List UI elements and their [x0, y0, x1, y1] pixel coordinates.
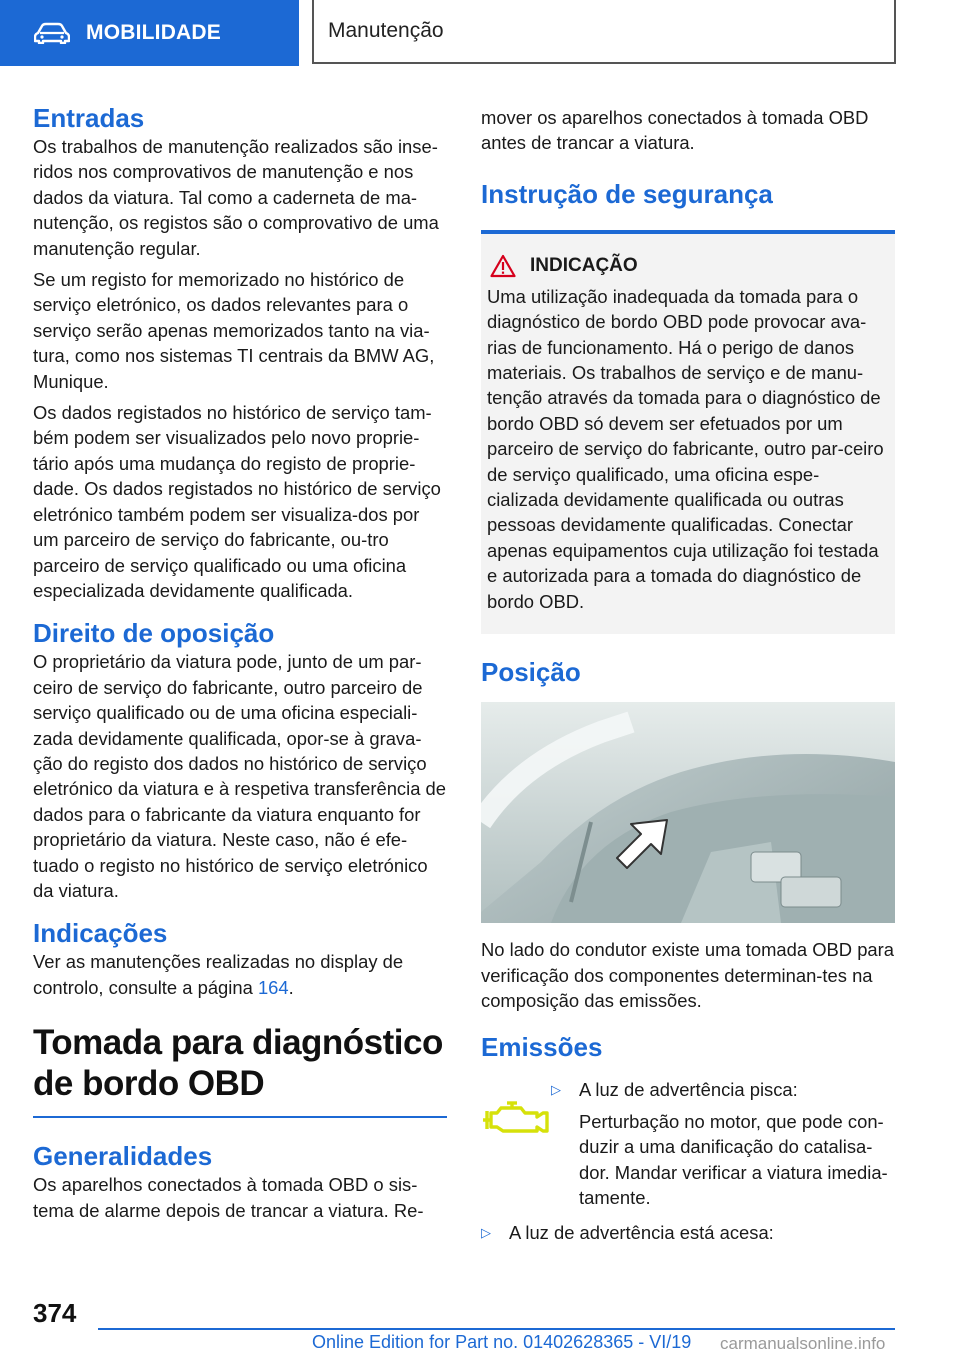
entradas-paragraph-3: Os dados registados no histórico de serviço tam-bém podem ser visualizados pelo novo proprie-tário após uma mudança do registo de proprie-dade. Os dados registados no histórico de serviço eletrónico também podem ser visualiza-dos por um parceiro de serviço do fabricante, ou-tro parceiro de serviço qualificado ou uma oficina especializada devidamente qualificada. — [33, 402, 441, 601]
triangle-right-icon: ▷ — [551, 1082, 561, 1098]
heading-instrucao-de-seguranca: Instrução de segurança — [481, 178, 773, 209]
emissions-bullet-1-detail — [551, 1109, 895, 1211]
indicacoes-text: Ver as manutenções realizadas no display de controlo, consulte a página — [33, 951, 404, 998]
emissions-bullet-2 — [481, 1220, 895, 1245]
heading-direito-de-oposicao: Direito de oposição — [33, 618, 275, 649]
direito-paragraph: O proprietário da viatura pode, junto de um par-ceiro de serviço do fabricante, outro parceiro de serviço qualificado ou de uma oficina especiali-zada devidamente qualificada, opor-se à grava-ção do registo dos dados no histórico de serviço eletrónico da viatura e à respetiva transferência de dados para o fabricante da viatura enquanto for proprietário da viatura. Neste caso, não é efe-tuado o registo no histórico de serviço eletrónico da viatura. — [33, 651, 447, 901]
chapter-heading-obd: Tomada para diagnóstico de bordo OBD — [33, 1023, 443, 1104]
warning-box — [481, 230, 895, 634]
check-engine-icon — [481, 1099, 551, 1139]
heading-generalidades: Generalidades — [33, 1141, 213, 1172]
warning-triangle-icon — [490, 254, 516, 278]
continued-paragraph: mover os aparelhos conectados à tomada OBD antes de trancar a viatura. — [481, 107, 869, 154]
left-column — [33, 96, 447, 1229]
warning-label: INDICAÇÃO — [530, 254, 638, 276]
entradas-paragraph-2: Se um registo for memorizado no histórico de serviço eletrónico, os dados relevantes para o serviço serão apenas memorizados tanto na via-tura, como nos sistemas TI centrais da BMW AG, Munique. — [33, 269, 435, 392]
emissions-bullet-1 — [551, 1077, 895, 1102]
footer-rule — [98, 1328, 895, 1330]
heading-posicao: Posição — [481, 657, 581, 688]
entradas-paragraph-1: Os trabalhos de manutenção realizados são inse-ridos nos comprovativos de manutenção e nos dados da viatura. Tal como a caderneta de ma-nutenção, os registos são o comprovativo de uma manutenção regular. — [33, 136, 439, 259]
section-tab — [0, 0, 299, 66]
heading-indicacoes: Indicações — [33, 918, 168, 949]
indicacoes-suffix: . — [288, 976, 294, 998]
right-column — [481, 105, 895, 1246]
section-label: MOBILIDADE — [86, 21, 221, 44]
triangle-right-icon: ▷ — [481, 1225, 491, 1241]
warning-text: Uma utilização inadequada da tomada para o diagnóstico de bordo OBD pode provocar ava-rias de funcionamento. Há o perigo de danos materiais. Os trabalhos de serviço e de manu-tenção através da tomada para o diagnóstico de bordo OBD só devem ser efetuados por um parceiro de serviço do fabricante, outro par-ceiro de serviço qualificado, uma oficina espe-cializada devidamente qualificada ou outras pessoas devidamente qualificadas. Conectar apenas equipamentos cuja utilização foi testada e autorizada para a tomada do diagnóstico de bordo OBD. — [487, 285, 884, 612]
heading-entradas: Entradas — [33, 103, 145, 133]
posicao-caption: No lado do condutor existe uma tomada OBD para verificação dos componentes determinan-tes na composição das emissões. — [481, 939, 894, 1011]
obd-location-photo — [481, 702, 895, 923]
emissions-row — [481, 1077, 895, 1210]
generalidades-paragraph: Os aparelhos conectados à tomada OBD o sis-tema de alarme depois de trancar a viatura. Re- — [33, 1174, 424, 1221]
page-reference-link[interactable]: 164 — [257, 976, 289, 998]
obd-location-illustration — [481, 702, 895, 923]
emissions-item1-title: A luz de advertência pisca: — [579, 1079, 798, 1101]
page-number: 374 — [33, 1298, 77, 1328]
emissions-item1-text: Perturbação no motor, que pode con-duzir a uma danificação do catalisa-dor. Mandar verificar a viatura imedia-tamente. — [579, 1110, 888, 1208]
footer-watermark: carmanualsonline.info — [720, 1334, 886, 1353]
emissions-item2-title: A luz de advertência está acesa: — [509, 1222, 774, 1244]
footer-edition: Online Edition for Part no. 01402628365 - VI/19 — [312, 1332, 692, 1352]
heading-emissoes: Emissões — [481, 1032, 603, 1063]
chapter-title: Manutenção — [312, 0, 896, 64]
indicacoes-paragraph — [33, 949, 447, 1000]
chapter-rule — [33, 1116, 447, 1118]
car-icon — [34, 22, 70, 44]
warning-header — [487, 254, 887, 278]
